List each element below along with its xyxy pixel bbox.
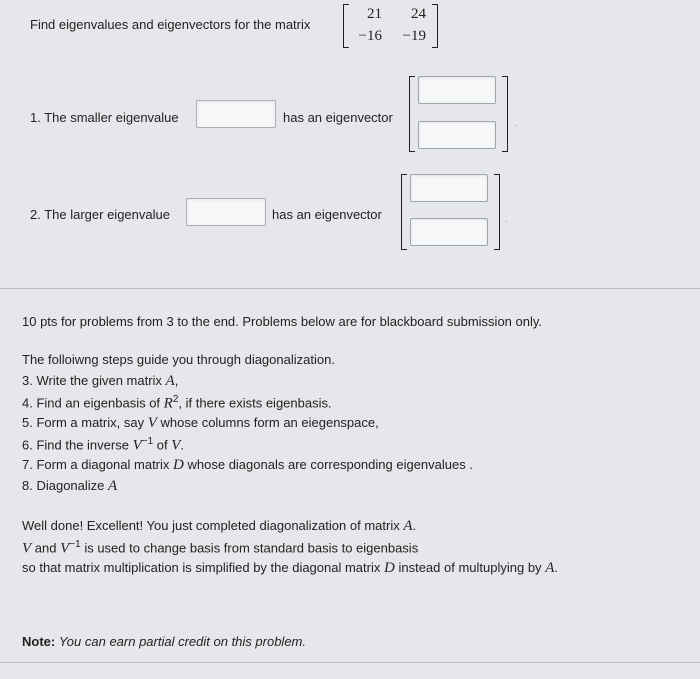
eigenvector2-component2-input[interactable] xyxy=(410,218,488,246)
conclusion-var: A xyxy=(403,518,413,534)
matrix-left-bracket xyxy=(343,4,349,48)
steps-intro: The folloiwng steps guide you through diagonalization. xyxy=(22,352,335,367)
question-prompt: Find eigenvalues and eigenvectors for the matrix xyxy=(30,17,311,32)
step-5-text: 5. Form a matrix, say xyxy=(22,415,145,430)
conclusion-text: so that matrix multiplication is simplified by the diagonal matrix xyxy=(22,560,381,575)
eigenvector1-component1-input[interactable] xyxy=(418,76,496,104)
step-7-text: 7. Form a diagonal matrix xyxy=(22,457,170,472)
conclusion-sup: −1 xyxy=(69,539,81,550)
step-6-mid: of xyxy=(156,437,168,453)
step-7-var: D xyxy=(173,457,184,473)
period-mark: . xyxy=(514,118,517,129)
vector-left-bracket xyxy=(409,76,415,152)
note-label: Note: xyxy=(22,634,56,649)
matrix-cell: 21 xyxy=(367,6,382,22)
conclusion-line-1 xyxy=(22,518,416,535)
step-4-text: 4. Find an eigenbasis of xyxy=(22,395,161,411)
step-8 xyxy=(22,478,117,495)
step-3 xyxy=(22,373,178,390)
conclusion-line-3 xyxy=(22,560,558,577)
conclusion-text: instead of multuplying by xyxy=(398,560,542,575)
eigenvector2-component1-input[interactable] xyxy=(410,174,488,202)
step-3-text: 3. Write the given matrix xyxy=(22,373,162,388)
section-divider xyxy=(0,288,700,289)
step-7-end: whose diagonals are corresponding eigenvalues . xyxy=(187,457,473,472)
vector-right-bracket xyxy=(502,76,508,152)
conclusion-var: D xyxy=(384,560,395,576)
conclusion-and: and xyxy=(34,540,57,556)
step-6-end: . xyxy=(180,437,185,453)
matrix-cell: −19 xyxy=(402,28,426,44)
matrix-cell: 24 xyxy=(411,6,426,22)
step-6-sup: −1 xyxy=(141,436,154,447)
larger-eigenvalue-input[interactable] xyxy=(186,198,266,226)
conclusion-var: V xyxy=(22,540,32,557)
part1-eigenvector-label: has an eigenvector xyxy=(283,110,393,125)
step-5-var: V xyxy=(147,415,157,431)
eigenvector1-component2-input[interactable] xyxy=(418,121,496,149)
part1-label: 1. The smaller eigenvalue xyxy=(30,110,179,125)
step-4 xyxy=(22,394,332,412)
step-5 xyxy=(22,415,379,432)
step-3-end: , xyxy=(174,373,179,388)
conclusion-end: . xyxy=(412,518,417,533)
given-matrix xyxy=(338,4,444,48)
period-mark: . xyxy=(505,214,508,225)
conclusion-text: is used to change basis from standard basis to eigenbasis xyxy=(84,540,419,556)
step-6-text: 6. Find the inverse xyxy=(22,437,129,453)
conclusion-line-2 xyxy=(22,539,418,557)
step-6 xyxy=(22,436,184,454)
points-note: 10 pts for problems from 3 to the end. Problems below are for blackboard submission only. xyxy=(22,314,543,329)
step-8-var: A xyxy=(108,478,118,494)
matrix-right-bracket xyxy=(432,4,438,48)
conclusion-var: V xyxy=(60,540,70,557)
note-text: You can earn partial credit on this problem. xyxy=(58,634,306,649)
step-3-var: A xyxy=(165,373,175,389)
bottom-divider xyxy=(0,662,700,663)
conclusion-var: A xyxy=(545,560,555,576)
step-5-end: whose columns form an eiegenspace, xyxy=(160,415,379,430)
step-6-var2: V xyxy=(171,437,181,454)
conclusion-text: Well done! Excellent! You just completed diagonalization of matrix xyxy=(22,518,400,533)
step-4-var: R xyxy=(163,395,173,412)
part2-label: 2. The larger eigenvalue xyxy=(30,207,170,222)
part2-eigenvector-label: has an eigenvector xyxy=(272,207,382,222)
step-6-var: V xyxy=(132,437,142,454)
smaller-eigenvalue-input[interactable] xyxy=(196,100,276,128)
matrix-cell: −16 xyxy=(358,28,382,44)
vector-left-bracket xyxy=(401,174,407,250)
conclusion-end: . xyxy=(554,560,558,575)
partial-credit-note xyxy=(22,634,306,649)
step-4-sup: 2 xyxy=(172,394,179,405)
step-4-end: , if there exists eigenbasis. xyxy=(178,395,332,411)
step-8-text: 8. Diagonalize xyxy=(22,478,105,493)
vector-right-bracket xyxy=(494,174,500,250)
step-7 xyxy=(22,457,473,474)
